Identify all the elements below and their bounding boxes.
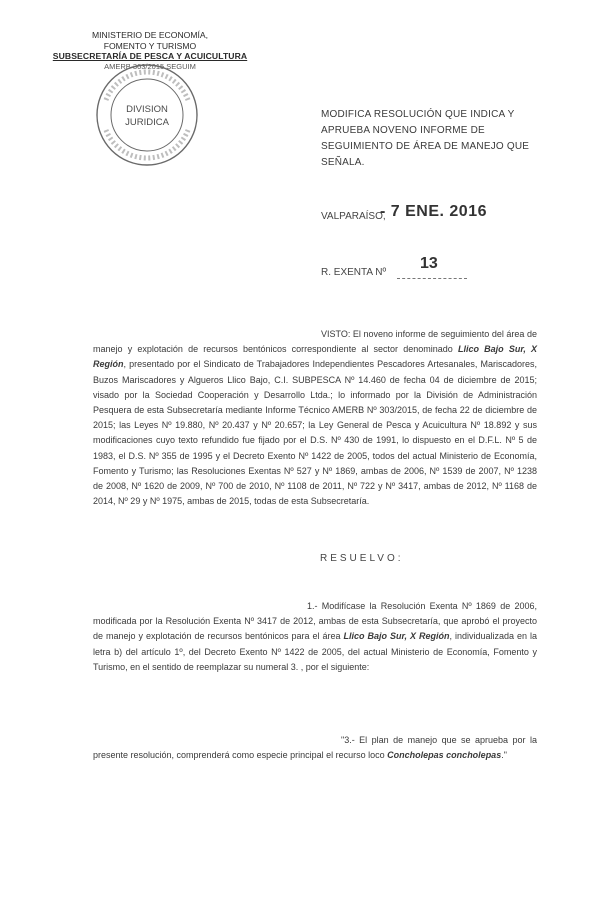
point3-tail: ." xyxy=(501,750,507,761)
visto-area-name: Llico Bajo Sur, X Región xyxy=(93,344,538,370)
amerb-reference: AMERB 303/2015 SEGUIM xyxy=(104,61,196,71)
place-label: VALPARAÍSO, xyxy=(321,211,386,222)
resolution-number-line xyxy=(321,255,521,285)
stamp-text-line-1: DIVISION xyxy=(126,104,168,115)
resolution-point-1 xyxy=(93,599,537,675)
number-underline xyxy=(397,278,467,279)
resolution-number-label: R. EXENTA Nº xyxy=(321,267,387,278)
date-stamp: - 7 ENE. 2016 xyxy=(380,203,487,220)
point1-lead: 1.- Modifícase la Resolución Exenta Nº 1869 de 2006, modificada por la Resolución Exenta Nº 3417 de 2012, ambas de esta Subsecretaría, que aprobó el proyecto de manejo y explotación de recursos bentónicos para el área xyxy=(93,601,537,642)
resolution-number: 13 xyxy=(420,255,438,272)
ministry-line-1: MINISTERIO DE ECONOMÍA, xyxy=(91,30,209,40)
date-line xyxy=(321,203,561,231)
division-juridica-stamp xyxy=(92,60,202,170)
visto-paragraph xyxy=(93,327,537,509)
visto-text-a: El noveno informe de seguimiento del área de manejo y explotación de recursos bentónicos correspondiente al sector denominado xyxy=(93,329,537,355)
resolution-point-3 xyxy=(93,733,537,763)
visto-text-b: , presentado por el Sindicato de Trabajadores Independientes Pescadores Artesanales, Mariscadores, Buzos Mariscadores y Algueros Llico Bajo, C.I. SUBPESCA Nº 14.460 de fecha 04 de diciembre de 2015; visado por la Sociedad Cooperación y Desarrollo Ltda.; lo informado por la División de Administración Pesquera de esta Subsecretaría mediante Informe Técnico AMERB Nº 303/2015, de fecha 22 de diciembre de 2015; las Leyes Nº 19.880, Nº 20.437 y Nº 20.657; la Ley General de Pesca y Acuicultura Nº 18.892 y sus modificaciones cuyo texto refundido fue fijado por el D.S. Nº 430 de 1991, lo dispuesto en el D.F.L. Nº 5 de 1983, el D.S. Nº 355 de 1995 y el Decreto Exento Nº 1422 de 2005, todos del actual Ministerio de Economía, Fomento y Turismo; las Resoluciones Exentas Nº 527 y Nº 1869, ambas de 2006, Nº 1539 de 2007, Nº 1238 de 2008, Nº 1620 de 2009, Nº 700 de 2010, Nº 1108 de 2011, Nº 722 y Nº 3417, ambas de 2012, Nº 1168 de 2014, Nº 29 y Nº 1975, ambas de 2015, todas de esta Subsecretaría. xyxy=(93,359,537,507)
point3-lead: "3.- El plan de manejo que se aprueba por la presente resolución, comprenderá como especie principal el recurso loco xyxy=(93,735,537,761)
visto-heading: VISTO: xyxy=(321,329,351,339)
point3-species: Concholepas concholepas xyxy=(387,750,502,761)
stamp-text-line-2: JURIDICA xyxy=(125,117,169,128)
resolution-subject: MODIFICA RESOLUCIÓN QUE INDICA Y APRUEBA NOVENO INFORME DE SEGUIMIENTO DE ÁREA DE MANEJO QUE SEÑALA. xyxy=(321,109,530,168)
ministry-line-2: FOMENTO Y TURISMO xyxy=(103,40,197,51)
resuelvo-heading: RESUELVO: xyxy=(320,553,404,564)
subsecretaria-line: SUBSECRETARÍA DE PESCA Y ACUICULTURA xyxy=(52,51,248,61)
point1-area-name: Llico Bajo Sur, X Región xyxy=(343,631,450,642)
point1-tail: , individualizada en la letra b) del artículo 1º, del Decreto Exento Nº 1422 de 2005, del actual Ministerio de Economía, Fomento y Turismo, en el sentido de reemplazar su numeral 3. , por el siguiente: xyxy=(93,631,538,672)
